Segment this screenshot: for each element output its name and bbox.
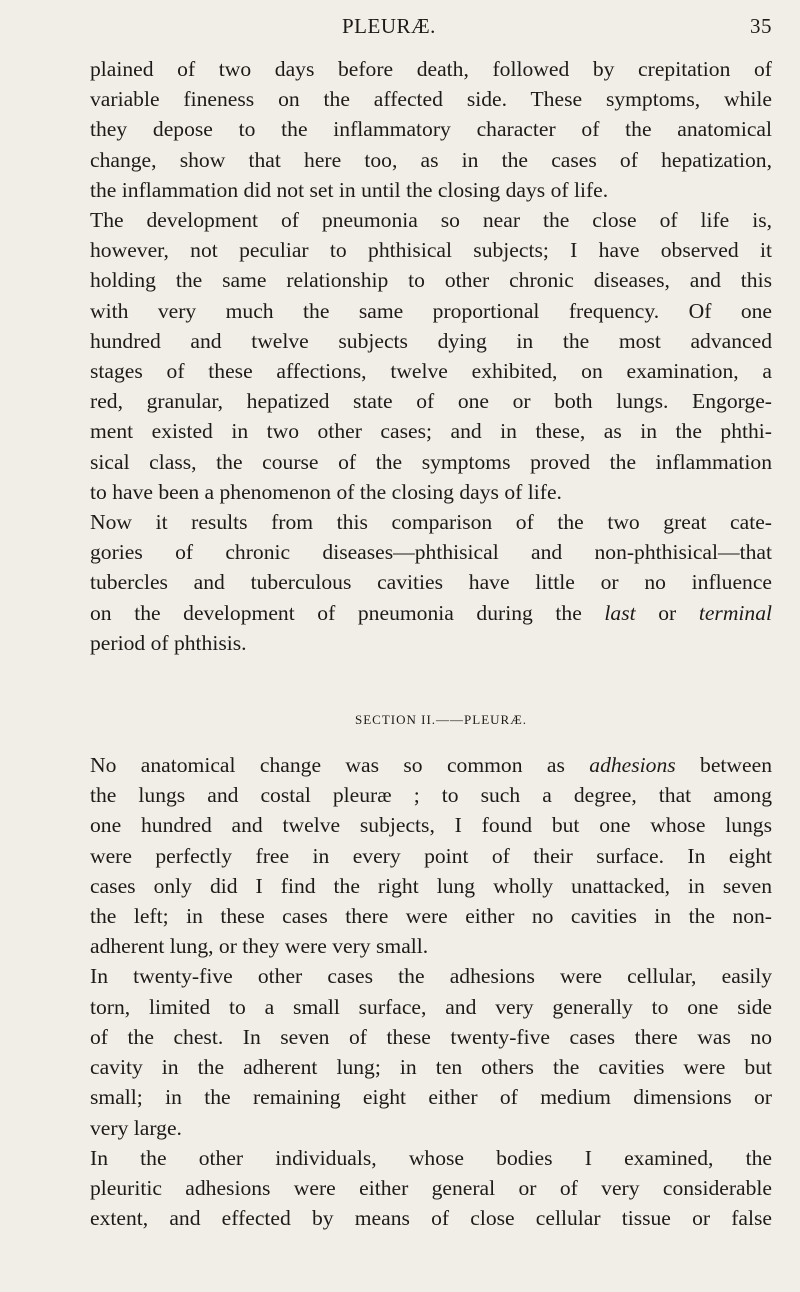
paragraph-5 — [90, 961, 772, 1142]
text-line: the lungs and costal pleuræ ; to such a degree, that among — [90, 783, 772, 808]
paragraph-1 — [90, 54, 772, 205]
text-line: sical class, the course of the symptoms proved the inflammation — [90, 449, 772, 474]
text-line: pleuritic adhesions were either general or of very considerable — [90, 1175, 772, 1200]
text-line: plained of two days before death, followed by crepitation of — [90, 57, 772, 81]
text-line: extent, and effected by means of close cellular tissue or false — [90, 1206, 772, 1231]
section-heading: SECTION II.——PLEURÆ. — [354, 712, 528, 728]
text-line: In twenty-five other cases the adhesions were cellular, easily — [90, 964, 772, 989]
text-line: Now it results from this comparison of the two great cate- — [90, 510, 772, 535]
text-line: one hundred and twelve subjects, I found but one whose lungs — [90, 813, 772, 838]
text-line: In the other individuals, whose bodies I examined, the — [90, 1145, 772, 1170]
text-line: The development of pneumonia so near the close of life is, — [90, 208, 772, 233]
text-line: change, show that here too, as in the cases of hepatization, — [90, 147, 772, 172]
page-header — [90, 10, 772, 44]
paragraph-3 — [90, 507, 772, 658]
text-line: of the chest. In seven of these twenty-five cases there was no — [90, 1024, 772, 1049]
page-number: 35 — [750, 14, 772, 38]
text-line: to have been a phenomenon of the closing days of life. — [90, 479, 562, 504]
emphasis-adhesions: adhesions — [589, 753, 676, 778]
text-fragment: or — [658, 600, 677, 625]
text-line-with-emphasis — [90, 750, 772, 780]
running-title: PLEURÆ. — [342, 14, 436, 38]
page-body — [90, 54, 772, 1233]
text-line: adherent lung, or they were very small. — [90, 934, 429, 959]
text-line: with very much the same proportional frequency. Of one — [90, 298, 772, 323]
text-fragment: between — [700, 753, 772, 778]
text-line: period of phthisis. — [90, 630, 247, 655]
text-line: ment existed in two other cases; and in these, as in the phthi- — [90, 419, 772, 444]
text-line: the inflammation did not set in until the closing days of life. — [90, 177, 609, 202]
text-line: cases only did I find the right lung wholly unattacked, in seven — [90, 873, 772, 898]
text-line: they depose to the inflammatory character of the anatomical — [90, 117, 772, 142]
text-fragment: on the development of pneumonia during the — [90, 600, 582, 625]
text-line: the left; in these cases there were either no cavities in the non- — [90, 904, 772, 929]
text-line: small; in the remaining eight either of medium dimensions or — [90, 1085, 772, 1110]
text-fragment: No anatomical change was so common as — [90, 753, 565, 778]
text-line: variable fineness on the affected side. These symptoms, while — [90, 87, 772, 112]
text-line: holding the same relationship to other chronic diseases, and this — [90, 268, 772, 293]
text-line: torn, limited to a small surface, and very generally to one side — [90, 994, 772, 1019]
text-line: stages of these affections, twelve exhibited, on examination, a — [90, 359, 772, 384]
emphasis-terminal: terminal — [698, 600, 773, 625]
text-line: were perfectly free in every point of their surface. In eight — [90, 843, 772, 868]
paragraph-2 — [90, 205, 772, 507]
text-line-with-emphasis — [90, 598, 772, 628]
text-line: cavity in the adherent lung; in ten others the cavities were but — [90, 1055, 772, 1080]
paragraph-4 — [90, 750, 772, 961]
text-line: hundred and twelve subjects dying in the most advanced — [90, 328, 772, 353]
text-line: tubercles and tuberculous cavities have little or no influence — [90, 570, 772, 595]
text-line: very large. — [90, 1115, 182, 1140]
text-line: red, granular, hepatized state of one or both lungs. Engorge- — [90, 389, 772, 414]
text-line: however, not peculiar to phthisical subjects; I have observed it — [90, 238, 772, 263]
emphasis-last: last — [604, 600, 636, 625]
paragraph-6 — [90, 1143, 772, 1234]
text-line: gories of chronic diseases—phthisical and non-phthisical—that — [90, 540, 772, 565]
